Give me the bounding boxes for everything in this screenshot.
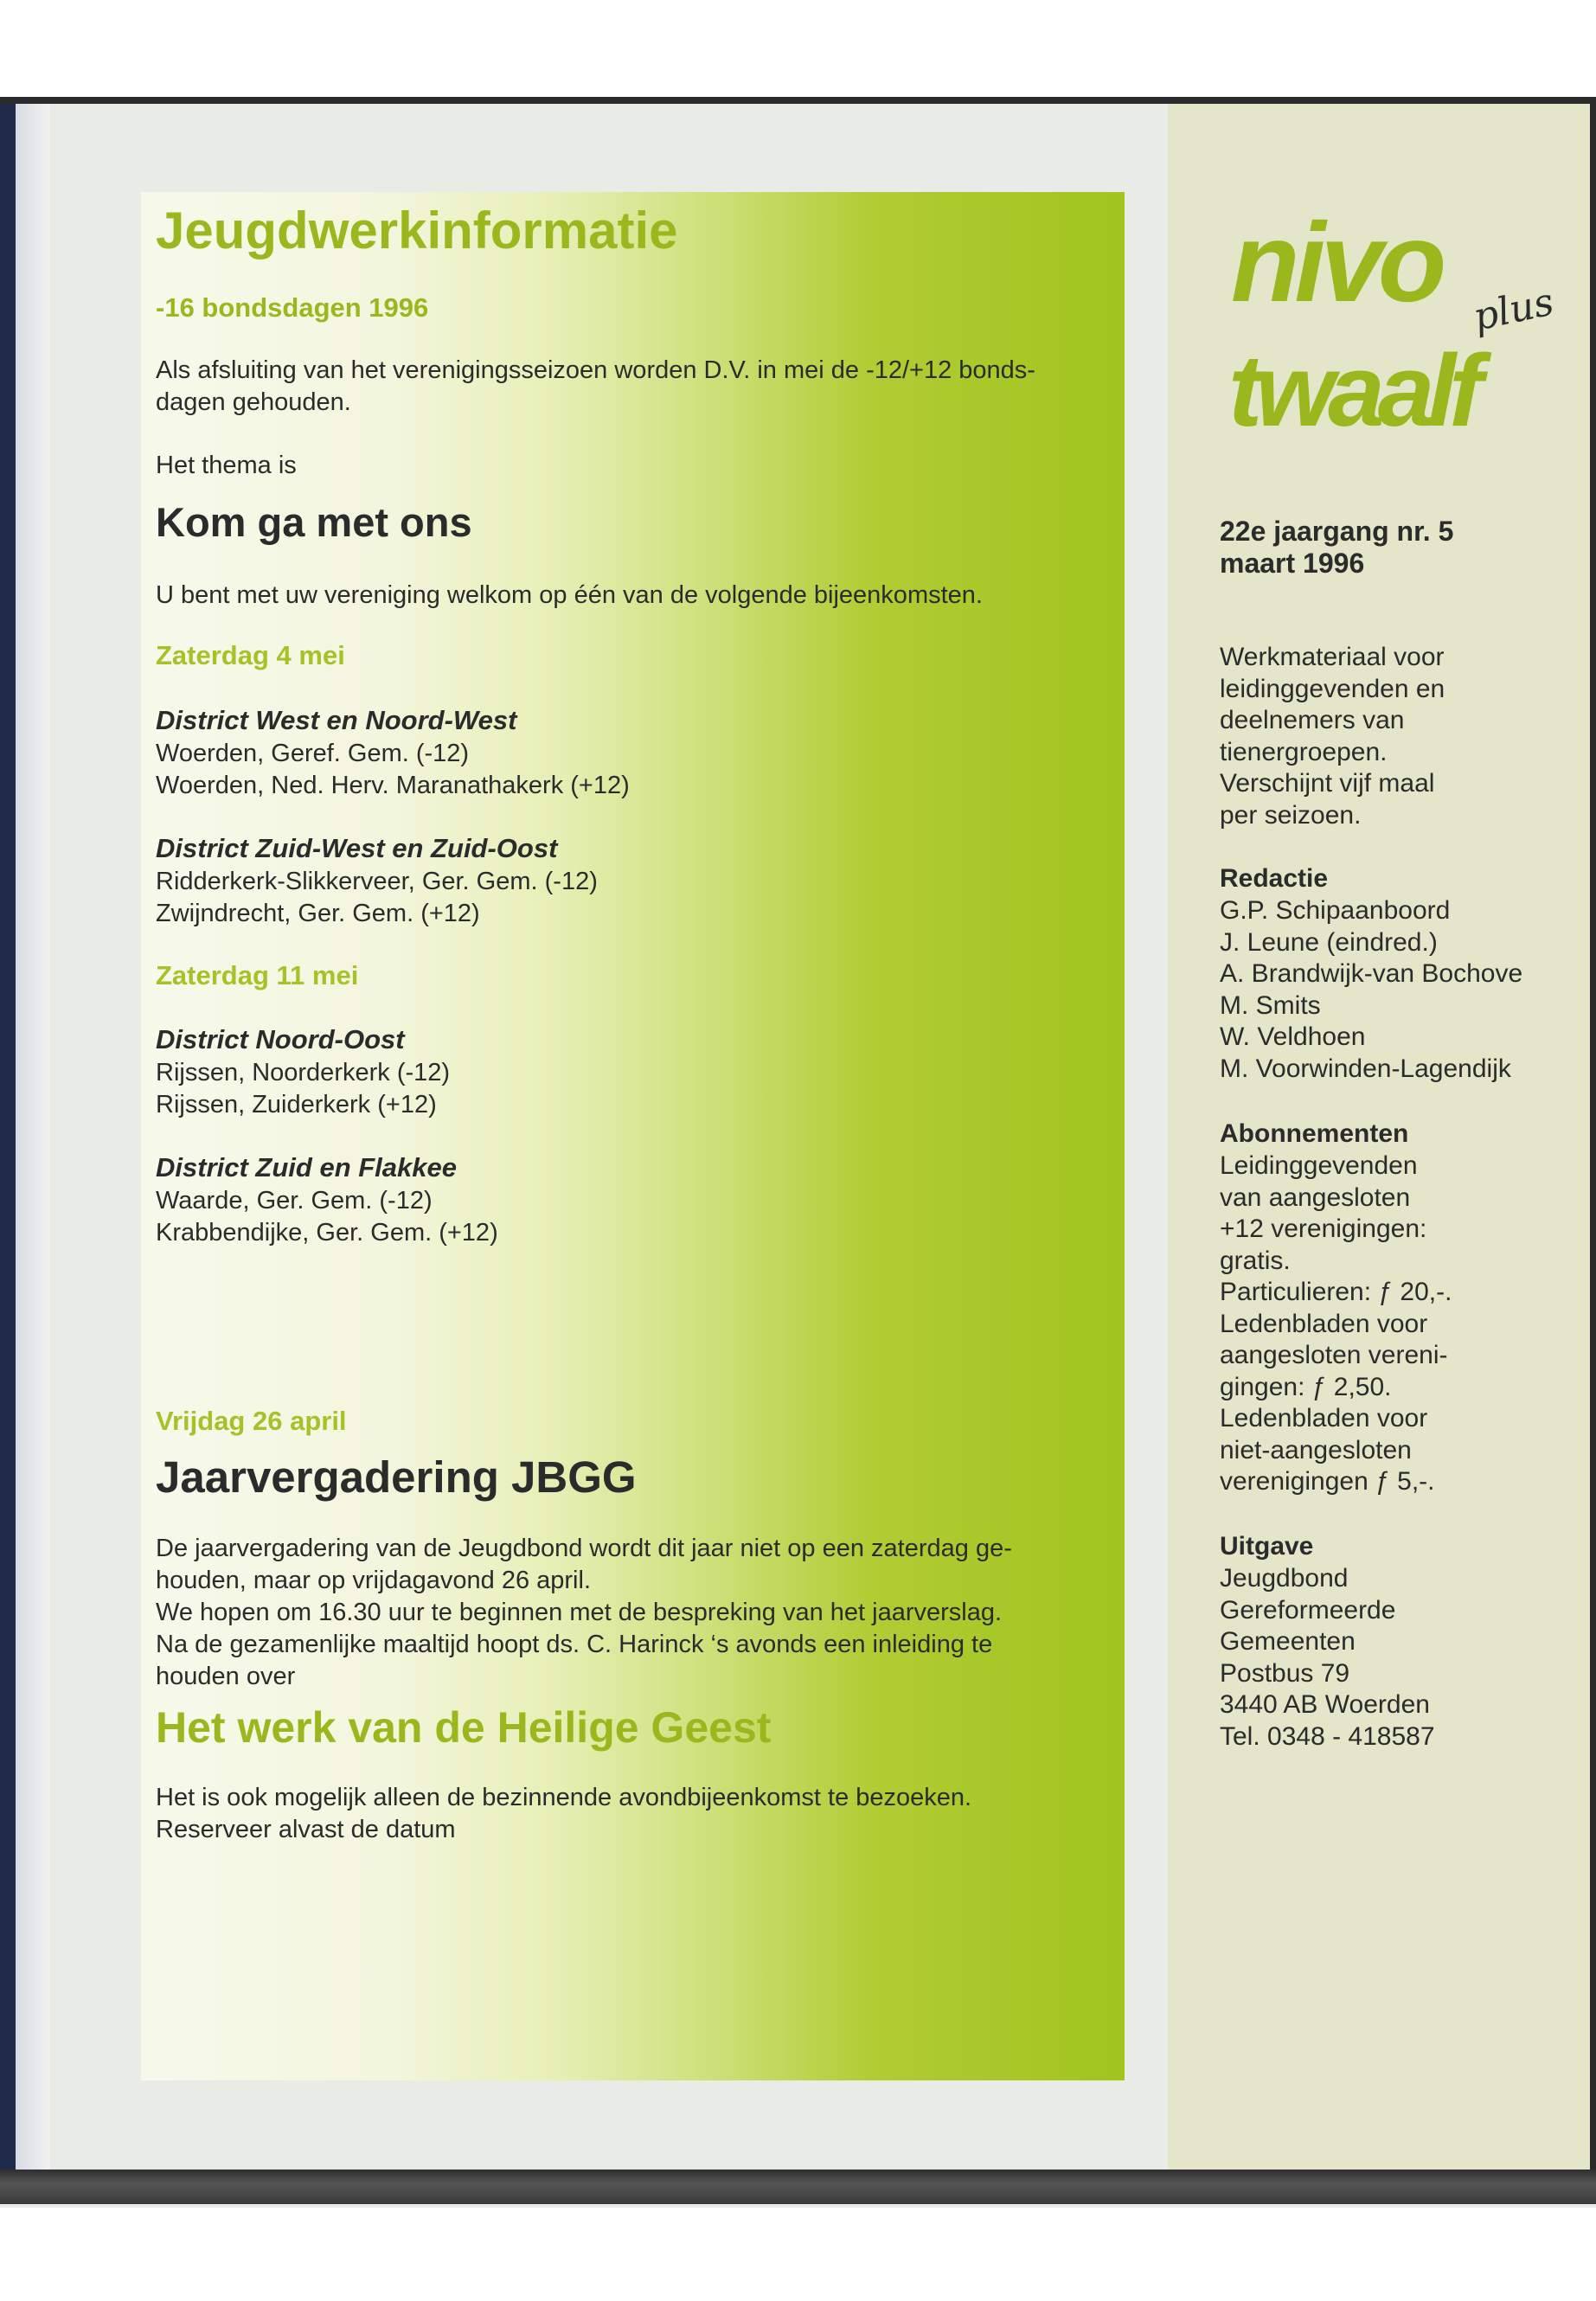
subtitle: -16 bondsdagen 1996 — [156, 292, 429, 323]
sidebar-line: Postbus 79 — [1220, 1658, 1350, 1688]
sidebar-heading: Redactie — [1220, 864, 1329, 893]
location-line: Waarde, Ger. Gem. (-12) — [156, 1187, 433, 1215]
right-edge — [1590, 97, 1596, 2190]
theme-heading: Kom ga met ons — [156, 499, 472, 545]
sidebar-line: Jeugdbond — [1220, 1564, 1349, 1593]
location-line: Ridderkerk-Slikkerveer, Ger. Gem. (-12) — [156, 868, 598, 895]
meeting-line: De jaarvergadering van de Jeugdbond wordt dit jaar niet op een zaterdag ge- — [156, 1535, 1012, 1562]
meeting-line: houden over — [156, 1663, 296, 1690]
location-line: Krabbendijke, Ger. Gem. (+12) — [156, 1219, 498, 1247]
sidebar-line: 3440 AB Woerden — [1220, 1690, 1430, 1719]
sidebar-line: M. Voorwinden-Lagendijk — [1220, 1054, 1511, 1083]
sidebar-line: Particulieren: ƒ 20,-. — [1220, 1278, 1452, 1306]
meeting-date: Vrijdag 26 april — [156, 1406, 347, 1436]
district-name: District Noord-Oost — [156, 1024, 405, 1054]
sidebar-line: gratis. — [1220, 1246, 1291, 1275]
sidebar-line: A. Brandwijk-van Bochove — [1220, 959, 1523, 988]
sidebar-heading: Abonnementen — [1220, 1119, 1409, 1148]
intro-line: Als afsluiting van het verenigingsseizoen worden D.V. in mei de -12/+12 bonds- — [156, 356, 1035, 384]
sidebar-line: van aangesloten — [1220, 1183, 1411, 1212]
sidebar-line: aangesloten vereni- — [1220, 1341, 1448, 1369]
sidebar-line: tienergroepen. — [1220, 737, 1388, 766]
sidebar-line: gingen: ƒ 2,50. — [1220, 1372, 1392, 1401]
sidebar-line: +12 verenigingen: — [1220, 1215, 1427, 1243]
location-line: Zwijndrecht, Ger. Gem. (+12) — [156, 900, 480, 927]
page-shadow — [16, 97, 50, 2190]
logo-word-top: nivo — [1231, 199, 1442, 325]
sidebar-line: Ledenbladen voor — [1220, 1309, 1428, 1338]
sidebar-line: Ledenbladen voor — [1220, 1404, 1428, 1433]
meeting-line: houden, maar op vrijdagavond 26 april. — [156, 1567, 591, 1594]
sidebar-line: verenigingen ƒ 5,-. — [1220, 1467, 1435, 1496]
closing-line: Reserveer alvast de datum — [156, 1816, 456, 1843]
welcome-text: U bent met uw vereniging welkom op één van de volgende bijeenkomsten. — [156, 581, 983, 609]
top-edge — [0, 97, 1596, 104]
sidebar-line: Werkmateriaal voor — [1220, 643, 1445, 671]
district-name: District West en Noord-West — [156, 705, 517, 735]
date-label: Zaterdag 4 mei — [156, 640, 345, 670]
sidebar-line: deelnemers van — [1220, 706, 1405, 734]
location-line: Woerden, Geref. Gem. (-12) — [156, 740, 470, 767]
location-line: Rijssen, Noorderkerk (-12) — [156, 1059, 451, 1086]
page-title: Jeugdwerkinformatie — [156, 202, 678, 260]
sidebar-line: per seizoen. — [1220, 800, 1362, 830]
location-line: Rijssen, Zuiderkerk (+12) — [156, 1091, 437, 1118]
sidebar-line: Gereformeerde — [1220, 1595, 1396, 1625]
sidebar-line: Gemeenten — [1220, 1627, 1356, 1656]
theme-label: Het thema is — [156, 452, 297, 479]
sidebar-line: Verschijnt vijf maal — [1220, 769, 1435, 798]
sidebar-line: M. Smits — [1220, 990, 1321, 1020]
logo-plus: plus — [1469, 279, 1558, 340]
sidebar-line: Leidinggevenden — [1220, 1151, 1418, 1180]
district-name: District Zuid en Flakkee — [156, 1152, 457, 1183]
issue-line: 22e jaargang nr. 5 — [1220, 516, 1454, 547]
closing-line: Het is ook mogelijk alleen de bezinnende avondbijeenkomst te bezoeken. — [156, 1784, 972, 1811]
meeting-line: We hopen om 16.30 uur te beginnen met de bespreking van het jaarverslag. — [156, 1599, 1003, 1626]
sidebar-heading: Uitgave — [1220, 1532, 1314, 1561]
sidebar-line: niet-aangesloten — [1220, 1435, 1412, 1465]
nivo-twaalf-logo — [1224, 199, 1570, 450]
intro-line: dagen gehouden. — [156, 388, 351, 416]
topic-heading: Het werk van de Heilige Geest — [156, 1703, 772, 1752]
bottom-edge — [0, 2170, 1596, 2204]
sidebar-line: J. Leune (eindred.) — [1220, 927, 1438, 957]
sidebar-line: Tel. 0348 - 418587 — [1220, 1721, 1435, 1751]
sidebar-line: W. Veldhoen — [1220, 1022, 1366, 1051]
district-name: District Zuid-West en Zuid-Oost — [156, 833, 558, 863]
logo-word-bottom: twaalf — [1228, 334, 1477, 448]
issue-date: maart 1996 — [1220, 548, 1365, 579]
date-label: Zaterdag 11 mei — [156, 960, 359, 990]
binding-edge — [0, 97, 16, 2190]
meeting-title: Jaarvergadering JBGG — [156, 1452, 637, 1502]
sidebar-line: leidinggevenden en — [1220, 674, 1445, 703]
meeting-line: Na de gezamenlijke maaltijd hoopt ds. C. Harinck ‘s avonds een inleiding te — [156, 1631, 993, 1658]
location-line: Woerden, Ned. Herv. Maranathakerk (+12) — [156, 772, 630, 799]
sidebar-line: G.P. Schipaanboord — [1220, 896, 1451, 925]
